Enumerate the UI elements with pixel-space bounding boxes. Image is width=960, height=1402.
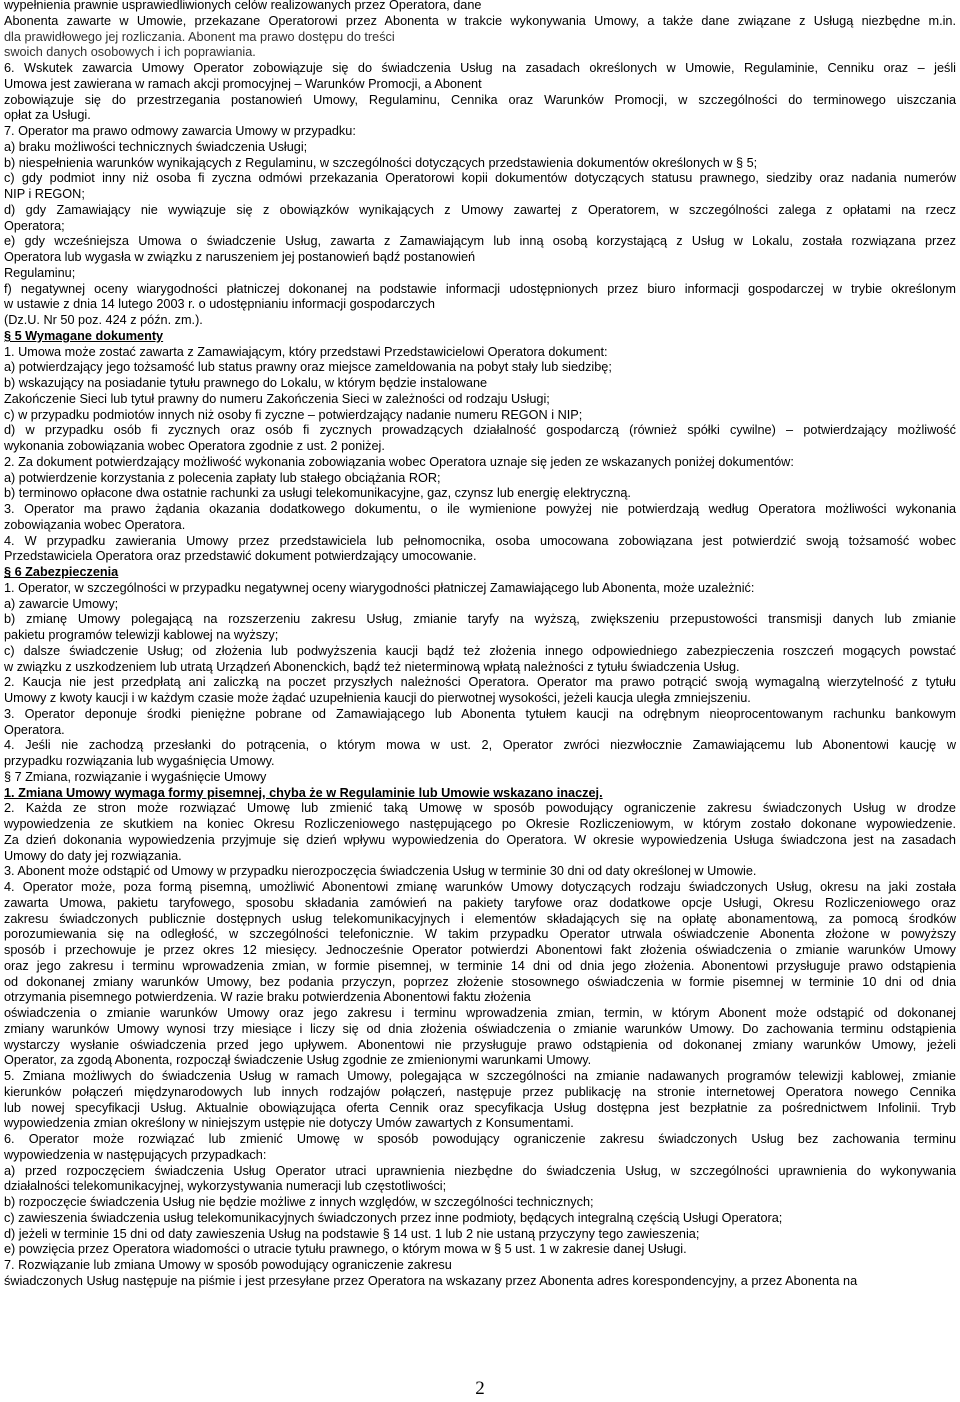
section-heading-text: § 6 Zabezpieczenia [4,565,119,579]
text-line: b) rozpoczęcie świadczenia Usług nie będzie możliwe z innych względów, w szczególności technicznych; [4,1195,594,1209]
text-line: od dokonanej zmiany warunków Umowy, bez podania przyczyn, poprzez złożenie stosownego oświadczenia w formie pisemnej w terminie 10 dni od dnia [4,974,956,989]
text-line: dla prawidłowego jej rozliczania. Abonent ma prawo dostępu do treści [4,29,395,44]
text-line: d) jeżeli w terminie 15 dni od daty zawieszenia Usług na podstawie § 14 ust. 1 lub 2 nie ustaną przyczyny tego zawieszenia; [4,1226,700,1241]
text-line: zawarta Umowa, pakietu taryfowego, sposobu składania zamówień na pakiety taryfowe oraz dodatkowe opcje Usługi, Okresu Rozliczeniowego oraz [4,895,956,910]
text-line: 7. Operator ma prawo odmowy zawarcia Umowy w przypadku: [4,124,356,138]
text-line: Operator, za zgodą Abonenta, rozpoczął świadczenie Usług zgodnie ze zmienionymi warunkami Umowy. [4,1053,592,1068]
text-line: Operatora; [4,218,65,233]
text-line: porozumiewania się na odległość, w szczególności telefonicznie. W takim przypadku Operator utrwala oświadczenie Abonenta złożone w powyższy [4,927,956,942]
text-line: opłat za Usługi. [4,108,91,123]
text-line: c) w przypadku podmiotów innych niż osoby fi zyczne – potwierdzający nadanie numeru REGON i NIP; [4,407,583,422]
text-line: e) powzięcia przez Operatora wiadomości o utracie tytułu prawnego, o którym mowa w § 5 ust. 1 w zakresie danej Usługi. [4,1242,687,1257]
text-line: wypowiedzenia ze skutkiem na koniec Okresu Rozliczeniowego następującego po Okresie Rozliczeniowym, w którym zostało dokonane wypowiedzenie. [4,817,956,831]
text-line: w związku z uszkodzeniem lub utratą Urządzeń Abonenckich, bądź też nieterminową wpłatą należności z tytułu świadczenia Usług. [4,659,740,674]
text-line: oraz jego zakresu i terminu wprowadzenia zmian, w formie pisemnej, w terminie 14 dni od dnia jego złożenia. Abonentowi przysługuje prawo odstąpienia [4,958,956,973]
text-line: Umowa jest zawierana w ramach akcji promocyjnej – Warunków Promocji, a Abonent [4,76,482,91]
text-line: § 7 Zmiana, rozwiązanie i wygaśnięcie Umowy [4,769,267,784]
text-line: 3. Abonent może odstąpić od Umowy w przypadku nierozpoczęcia świadczenia Usług w terminie 30 dni od daty określonej w Umowie. [4,864,757,879]
text-line: 2. Kaucja nie jest przedpłatą ani zaliczką na poczet przyszłych należności Operatora. Operator ma prawo potrącić swoją wymagalną wierzytelność z tytułu [4,675,956,690]
text-line: a) przed rozpoczęciem świadczenia Usług Operator utraci uprawnienia niezbędne do świadczenia Usług, w szczególności uprawnienia do wykonywania [4,1163,956,1178]
text-line: f) negatywnej oceny wiarygodności płatniczej dokonanej na podstawie informacji udostępnionych przez biuro informacji gospodarczej w trybie określonym [4,281,956,296]
section-heading [4,329,956,345]
text-line: wykonania zobowiązania wobec Operatora zgodnie z ust. 2 poniżej. [4,439,385,453]
text-line: Zakończenie Sieci lub tytuł prawny do numeru Zakończenia Sieci w zależności od rodzaju Usługi; [4,391,550,406]
text-line: oświadczenia o zmianie warunków Umowy oraz jego zakresu i terminu wprowadzenia zmian, termin, w którym Abonent może odstąpić od dokonanej [4,1006,956,1020]
text-line: wypowiedzenia zmian określony w niniejszym ustępie nie dotyczy Umów zawartych z Konsumentami. [4,1116,574,1131]
text-line: przypadku rozwiązania lub wygaśnięcia Umowy. [4,754,275,768]
text-line: c) dalsze świadczenie Usług; od złożenia lub podwyższenia kaucji bądź też złożenia innego odpowiedniego zabezpieczenia roszczeń mogących powstać [4,643,956,658]
text-line: 2. Za dokument potwierdzający możliwość wykonania zobowiązania wobec Operatora uznaje się jeden ze wskazanych poniżej dokumentów: [4,454,794,469]
text-line: zobowiązania wobec Operatora. [4,517,186,532]
section-heading-text: 1. Zmiana Umowy wymaga formy pisemnej, chyba że w Regulaminie lub Umowie wskazano inaczej. [4,785,603,800]
text-line: 3. Operator deponuje środki pieniężne pobrane od Zamawiającego lub Abonenta tytułem kaucji na odrębnym nieoprocentowanym rachunku bankowym [4,706,956,721]
text-line: 4. W przypadku zawierania Umowy przez przedstawiciela lub pełnomocnika, osoba umocowana zobowiązana jest potwierdzić swoją tożsamość wobec [4,533,956,548]
text-line: 1. Umowa może zostać zawarta z Zamawiającym, który przedstawi Przedstawicielowi Operatora dokument: [4,344,608,359]
text-line: kierunków połączeń międzynarodowych lub innych rodzajów połączeń, następuje przez publikację na stronie internetowej Operatora nowego Cennika [4,1084,956,1099]
text-line: Umowy z kwoty kaucji i w każdym czasie może żądać uzupełnienia kaucji do pierwotnej wysokości, jeżeli kaucja uległa zmniejszeniu. [4,691,751,705]
text-line: NIP i REGON; [4,187,85,201]
text-line: (Dz.U. Nr 50 poz. 424 z późn. zm.). [4,313,203,327]
text-line: zakresu świadczonych publicznie dostępnych usług telekomunikacyjnych i elementów składających się na opłatę abonamentową, za pomocą środków [4,911,956,926]
text-line: a) potwierdzający jego tożsamość lub status prawny oraz miejsce zameldowania na pobyt stały lub siedzibę; [4,360,612,375]
text-line: 4. Jeśli nie zachodzą przesłanki do potrącenia, o którym mowa w ust. 2, Operator zwróci niezwłocznie Zamawiającemu lub Abonentowi kaucję w [4,738,956,753]
text-line: lub nowej specyfikacji Usług. Aktualnie obowiązująca oferta Cennik oraz specyfikacja Usług dostępna jest bezpłatnie za pośrednictwem Infolinii. Tryb [4,1100,956,1115]
text-line: 5. Zmiana możliwych do świadczenia Usług w ramach Umowy, polegająca w szczególności na zmianie nadawanych programów telewizji kablowej, zmianie [4,1069,956,1083]
text-line: swoich danych osobowych i ich poprawiania. [4,45,256,60]
text-line: d) gdy Zamawiający nie wywiązuje się z obowiązków wynikających z Umowy zawartej z Operatorem, w szczególności zalega z opłatami na rzecz [4,202,956,217]
document-body [4,0,956,1290]
text-line: 7. Rozwiązanie lub zmiana Umowy w sposób powodujący ograniczenie zakresu [4,1258,452,1272]
text-line: wypowiedzenia w następujących przypadkach: [4,1147,267,1162]
text-line: c) zawieszenia świadczenia usług telekomunikacyjnych świadczonych przez inne podmioty, będących integralną częścią Usługi Operatora; [4,1210,783,1225]
text-line: Regulaminu; [4,265,76,280]
text-line: b) niespełnienia warunków wynikających z Regulaminu, w szczególności dotyczących przedstawienia dokumentów określonych w § 5; [4,155,758,170]
text-line: Przedstawiciela Operatora oraz przedstawić dokument potwierdzający umocowanie. [4,549,477,564]
text-line: a) braku możliwości technicznych świadczenia Usługi; [4,139,308,154]
text-line: e) gdy wcześniejsza Umowa o świadczenie Usług, zawarta z Zamawiającym lub inną osobą korzystającą z Usług w Lokalu, została rozwiązana przez [4,234,956,249]
text-line: Abonenta zawarte w Umowie, przekazane Operatorowi przez Abonenta w trakcie wykonywania Umowy, a także dane związane z Usługą niezbędne m.in. [4,13,956,28]
section-heading [4,786,956,802]
text-line: zmiany warunków Umowy wynosi trzy miesiące i liczy się od dnia złożenia oświadczenia o zmianie warunków Umowy. Do zachowania terminu odstąpienia [4,1021,956,1036]
text-line: b) terminowo opłacone dwa ostatnie rachunki za usługi telekomunikacyjne, gaz, czynsz lub energię elektryczną. [4,486,631,501]
text-line: a) zawarcie Umowy; [4,596,119,611]
text-line: świadczonych Usług następuje na piśmie i jest przesyłane przez Operatora na wskazany przez Abonenta adres korespondencyjny, a przez Abonenta na [4,1273,858,1288]
text-line: w ustawie z dnia 14 lutego 2003 r. o udostępnianiu informacji gospodarczych [4,297,435,312]
text-line: 3. Operator ma prawo żądania okazania dodatkowego dokumentu, o ile wymienione powyżej nie potwierdzają według Operatora możliwości wykonania [4,502,956,516]
text-line: 2. Każda ze stron może rozwiązać Umowę lub zmienić taką Umowę w sposób powodujący ograniczenie zakresu świadczonych Usług w drodze [4,801,956,816]
text-line: Za dzień dokonania wypowiedzenia przyjmuje się dzień wpływu wypowiedzenia do Operatora. W okresie wypowiedzenia Usługa świadczona jest na zasadach [4,832,956,847]
text-line: otrzymania pisemnego potwierdzenia. W razie braku potwierdzenia Abonentowi faktu złożenia [4,990,531,1005]
text-line: a) potwierdzenie korzystania z polecenia zapłaty lub stałego obciążania ROR; [4,470,441,485]
text-line: zobowiązuje się do przestrzegania postanowień Umowy, Regulaminu, Cennika oraz Warunków Promocji, w szczególności do terminowego uiszczania [4,92,956,107]
text-line: d) w przypadku osób fi zycznych oraz osób fi zycznych prowadzących działalność gospodarczą (również spółki cywilne) – potwierdzający możliwość [4,423,956,438]
text-line: b) zmianę Umowy polegającą na rozszerzeniu zakresu Usług, zmianie taryfy na wyższą, zwiększeniu przepustowości transmisji danych lub zmianie [4,612,956,627]
text-line: 6. Operator może rozwiązać lub zmienić Umowę w sposób powodujący ograniczenie zakresu świadczonych Usług bez zachowania terminu [4,1132,956,1146]
text-line: b) wskazujący na posiadanie tytułu prawnego do Lokalu, w którym będzie instalowane [4,376,488,390]
page-number: 2 [475,1378,485,1399]
text-line: c) gdy podmiot inny niż osoba fi zyczna odmówi przekazania Operatorowi kopii dokumentów dotyczących statusu prawnego, siedziby oraz nadania numerów [4,171,956,186]
text-line: działalności telekomunikacyjnej, wykorzystywania numeracji lub częstotliwości; [4,1179,447,1194]
text-line: Operatora lub wygasła w związku z naruszeniem jej postanowień bądź postanowień [4,250,476,264]
text-line: Operatora. [4,722,65,737]
section-heading [4,565,956,581]
text-line: 1. Operator, w szczególności w przypadku negatywnej oceny wiarygodności płatniczej Zamawiającego lub Abonenta, może uzależnić: [4,580,755,595]
text-line: 4. Operator może, poza formą pisemną, umożliwić Abonentowi zmianę warunków Umowy dotyczących rodzaju świadczonych Usług, okresu na jaki została [4,880,956,894]
text-line: sposób i przechowuje je przez okres 12 miesięcy. Jednocześnie Operator potwierdzi Abonentowi fakt złożenia oświadczenia o zmianie warunków Umowy [4,943,956,957]
text-line: pakietu programów telewizji kablowej na wyższy; [4,628,279,642]
text-line: wypełnienia prawnie usprawiedliwionych celów realizowanych przez Operatora, dane [4,0,482,12]
section-heading-text: § 5 Wymagane dokumenty [4,328,164,343]
text-line: 6. Wskutek zawarcia Umowy Operator zobowiązuje się do świadczenia Usług na zasadach określonych w Umowie, Regulaminie, Cenniku oraz – jeśli [4,61,956,75]
text-line: wystarczy wysłanie oświadczenia przed jego upływem. Abonentowi nie przysługuje prawo odstąpienia od dokonanej zmiany warunków Umowy, jeżeli [4,1037,956,1052]
text-line: Umowy do daty jej rozwiązania. [4,848,182,863]
